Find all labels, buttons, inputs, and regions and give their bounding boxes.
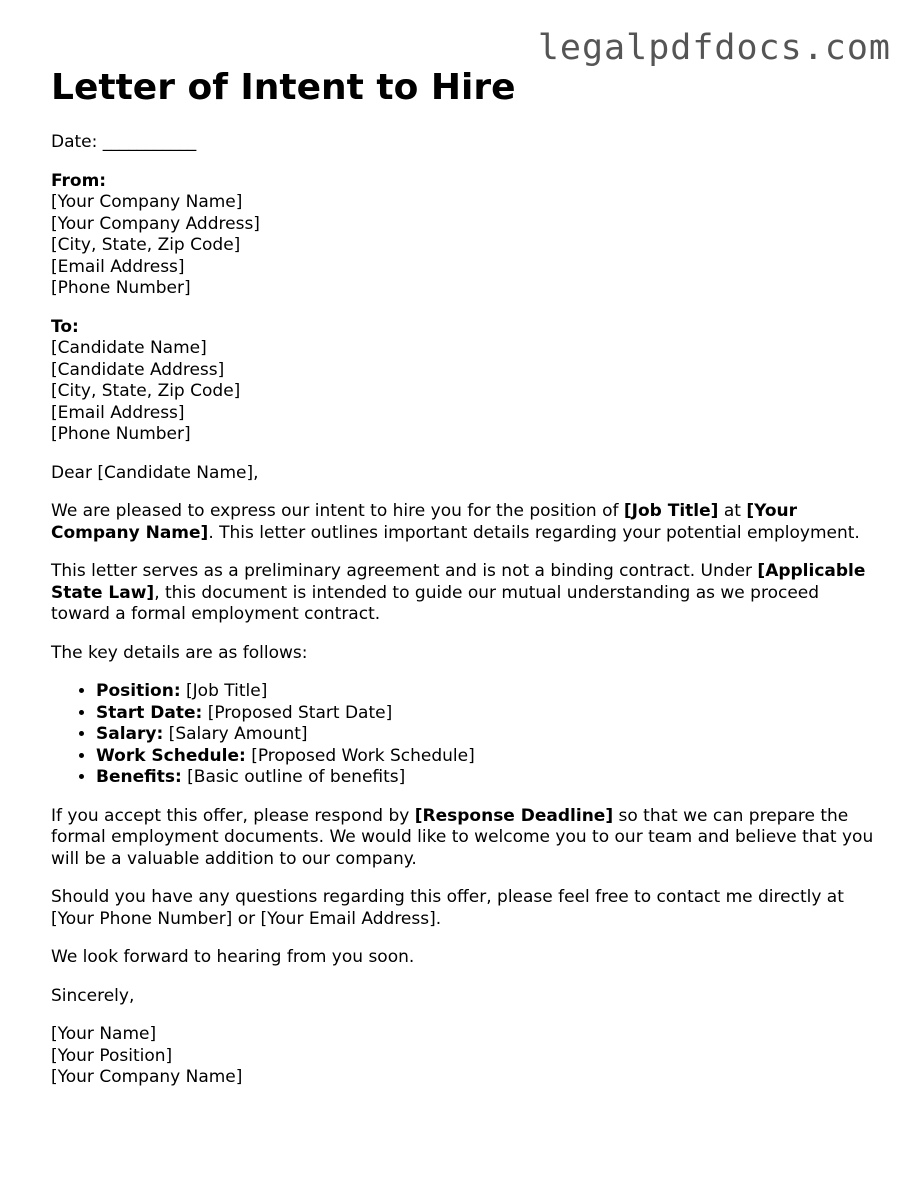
to-phone: [Phone Number] bbox=[51, 424, 191, 444]
from-phone: [Phone Number] bbox=[51, 278, 191, 298]
detail-value: [Salary Amount] bbox=[163, 724, 308, 744]
date-line: Date: ___________ bbox=[51, 132, 197, 152]
job-title-placeholder: [Job Title] bbox=[623, 501, 719, 521]
preliminary-text-1: This letter serves as a preliminary agreement and is not a binding contract. Under bbox=[51, 561, 758, 581]
from-company-name: [Your Company Name] bbox=[51, 192, 243, 212]
to-block bbox=[51, 317, 881, 446]
list-item bbox=[96, 703, 881, 725]
state-law-placeholder: [Applicable State Law] bbox=[51, 561, 866, 603]
signature-block bbox=[51, 1024, 881, 1089]
preliminary-text-2: , this document is intended to guide our mutual understanding as we proceed toward a formal employment contract. bbox=[51, 582, 820, 624]
from-email: [Email Address] bbox=[51, 256, 185, 277]
list-item bbox=[96, 724, 881, 746]
detail-label: Start Date: bbox=[96, 702, 203, 723]
watermark-text: legalpdfdocs.com bbox=[537, 28, 891, 68]
to-city-state-zip: [City, State, Zip Code] bbox=[51, 381, 241, 401]
detail-value: [Proposed Start Date] bbox=[202, 702, 393, 723]
list-item bbox=[96, 767, 881, 789]
intro-text-3: . This letter outlines important details regarding your potential employment. bbox=[208, 522, 860, 543]
detail-label: Benefits: bbox=[96, 767, 182, 787]
to-email: [Email Address] bbox=[51, 402, 185, 423]
response-deadline-placeholder: [Response Deadline] bbox=[414, 805, 614, 826]
salutation: Dear [Candidate Name], bbox=[51, 462, 259, 483]
detail-label: Salary: bbox=[96, 724, 164, 744]
to-label: To: bbox=[51, 316, 79, 337]
intro-paragraph bbox=[51, 501, 881, 544]
detail-value: [Proposed Work Schedule] bbox=[245, 745, 475, 766]
signature-name: [Your Name] bbox=[51, 1024, 157, 1044]
key-details-list bbox=[51, 681, 881, 789]
detail-value: [Basic outline of benefits] bbox=[181, 767, 406, 787]
to-candidate-name: [Candidate Name] bbox=[51, 338, 207, 358]
intro-text-2: at bbox=[718, 501, 747, 521]
closing-remark: We look forward to hearing from you soon. bbox=[51, 947, 415, 967]
questions-paragraph: Should you have any questions regarding this offer, please feel free to contact me directly at [Your Phone Number] or [Your Email Address]. bbox=[51, 887, 844, 929]
document-title: Letter of Intent to Hire bbox=[51, 67, 516, 108]
acceptance-text-1: If you accept this offer, please respond by bbox=[51, 805, 415, 826]
acceptance-paragraph bbox=[51, 806, 881, 871]
to-candidate-address: [Candidate Address] bbox=[51, 359, 225, 380]
company-name-placeholder: [Your Company Name] bbox=[51, 501, 798, 543]
signature-position: [Your Position] bbox=[51, 1045, 173, 1066]
list-item bbox=[96, 681, 881, 703]
from-city-state-zip: [City, State, Zip Code] bbox=[51, 235, 241, 255]
intro-text-1: We are pleased to express our intent to hire you for the position of bbox=[51, 501, 624, 521]
signature-company: [Your Company Name] bbox=[51, 1067, 243, 1087]
detail-value: [Job Title] bbox=[180, 681, 268, 701]
from-block bbox=[51, 171, 881, 300]
acceptance-text-2: so that we can prepare the formal employment documents. We would like to welcome you to our team and believe that you will be a valuable addition to our company. bbox=[51, 805, 874, 869]
detail-label: Work Schedule: bbox=[96, 745, 246, 766]
from-label: From: bbox=[51, 170, 107, 191]
preliminary-paragraph bbox=[51, 561, 881, 626]
from-company-address: [Your Company Address] bbox=[51, 213, 260, 234]
list-item bbox=[96, 746, 881, 768]
key-details-intro: The key details are as follows: bbox=[51, 642, 308, 663]
letter-document bbox=[51, 66, 881, 1106]
closing: Sincerely, bbox=[51, 985, 135, 1006]
detail-label: Position: bbox=[96, 681, 181, 701]
